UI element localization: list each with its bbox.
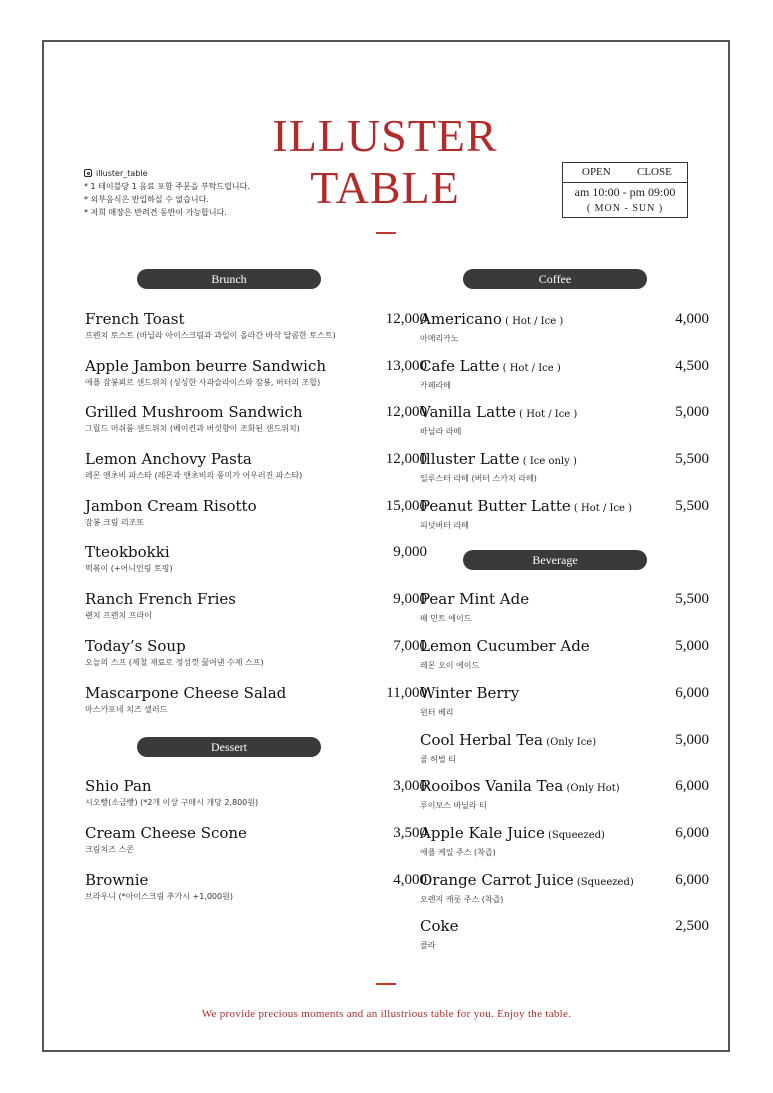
item-name: Tteokbokki [85, 543, 170, 561]
hours-days: ( MON - SUN ) [586, 203, 664, 214]
section-header-dessert: Dessert [137, 737, 321, 757]
item-korean: 브라우니 (*아이스크림 추가시 +1,000원) [85, 892, 233, 901]
item-name: French Toast [85, 310, 185, 328]
section-header-brunch: Brunch [137, 269, 321, 289]
item-korean: 그릴드 머쉬룸 샌드위치 (베이컨과 버섯향이 조화된 샌드위치) [85, 424, 300, 433]
item-name: Peanut Butter Latte [420, 497, 571, 515]
menu-item-dessert [85, 777, 427, 809]
instagram-icon [84, 169, 92, 177]
item-korean: 루이보스 바닐라 티 [420, 801, 487, 810]
item-korean: 콜라 [420, 941, 436, 950]
item-price: 9,000 [393, 591, 427, 607]
brand-title-line1: ILLUSTER [272, 110, 498, 161]
item-price: 6,000 [675, 778, 709, 794]
item-price: 12,000 [385, 404, 427, 420]
item-korean: 애플 케일 주스 (착즙) [420, 848, 496, 857]
note-line: * 외부음식은 반입하실 수 없습니다. [84, 195, 209, 204]
item-name: Cafe Latte [420, 357, 500, 375]
item-name: Rooibos Vanila Tea [420, 777, 564, 795]
item-name: Vanilla Latte [420, 403, 516, 421]
hours-divider [563, 182, 687, 183]
item-price: 6,000 [675, 685, 709, 701]
item-korean: 배 민트 에이드 [420, 614, 472, 623]
item-price: 3,000 [393, 778, 427, 794]
note-line: * 1 테이블당 1 음료 포함 주문을 부탁드립니다. [84, 182, 250, 191]
note-line: * 저희 매장은 반려견 동반이 가능합니다. [84, 208, 227, 217]
menu-item-coffee [420, 450, 709, 485]
item-name: Winter Berry [420, 684, 520, 702]
item-price: 7,000 [393, 638, 427, 654]
section-header-beverage: Beverage [463, 550, 647, 570]
item-option: ( Hot / Ice ) [499, 363, 561, 374]
menu-item-beverage [420, 777, 709, 812]
item-price: 4,000 [393, 872, 427, 888]
menu-item-beverage [420, 684, 709, 719]
item-name: Mascarpone Cheese Salad [85, 684, 287, 702]
instagram-handle: illuster_table [96, 169, 148, 178]
menu-item-brunch [85, 684, 427, 716]
item-price: 6,000 [675, 872, 709, 888]
menu-item-brunch [85, 497, 427, 529]
footer-tagline: We provide precious moments and an illustrious table for you. Enjoy the table. [201, 1008, 572, 1020]
menu-item-brunch [85, 590, 427, 622]
item-option: (Squeezed) [573, 877, 634, 888]
item-korean: 떡볶이 (+어니언링 토핑) [85, 564, 173, 573]
item-price: 13,000 [385, 358, 427, 374]
item-name: Lemon Anchovy Pasta [85, 450, 252, 468]
item-korean: 바닐라 라떼 [420, 427, 462, 436]
item-name: Apple Jambon beurre Sandwich [85, 357, 327, 375]
item-name: Pear Mint Ade [420, 590, 530, 608]
item-price: 9,000 [393, 544, 427, 560]
item-price: 15,000 [385, 498, 427, 514]
menu-item-beverage [420, 871, 709, 906]
item-option: (Squeezed) [544, 830, 605, 841]
menu-item-dessert [85, 871, 427, 903]
item-korean: 오렌지 캐롯 주스 (착즙) [420, 895, 504, 904]
brand-title-line2: TABLE [310, 162, 460, 213]
item-price: 6,000 [675, 825, 709, 841]
item-option: ( Hot / Ice ) [570, 503, 633, 514]
menu-item-dessert [85, 824, 427, 856]
open-label: OPEN [582, 166, 611, 178]
item-name: Americano [420, 310, 502, 328]
item-price: 12,000 [385, 451, 427, 467]
item-price: 5,000 [675, 404, 709, 420]
item-korean: 윈터 베리 [420, 708, 454, 717]
item-name: Today’s Soup [85, 637, 186, 655]
menu-item-beverage [420, 731, 709, 766]
item-korean: 카페라떼 [420, 381, 451, 390]
item-name: Ranch French Fries [85, 590, 236, 608]
footer-divider [376, 983, 396, 985]
menu-item-brunch [85, 543, 427, 575]
item-korean: 랜치 프렌치 프라이 [85, 611, 152, 620]
item-price: 5,500 [675, 498, 709, 514]
item-korean: 레몬 앤초비 파스타 (레몬과 앤초비의 풍미가 어우러진 파스타) [85, 471, 303, 480]
item-name: Shio Pan [85, 777, 152, 795]
item-option: ( Hot / Ice ) [516, 409, 578, 420]
item-korean: 프렌치 토스트 (바닐라 아이스크림과 과일이 올라간 바삭 달콤한 토스트) [85, 331, 336, 340]
item-name: Coke [420, 917, 459, 935]
item-price: 3,500 [393, 825, 427, 841]
menu-item-brunch [85, 357, 427, 389]
menu-item-coffee [420, 497, 709, 532]
item-price: 5,000 [675, 638, 709, 654]
title-divider [376, 232, 396, 234]
item-option: ( Hot / Ice ) [501, 316, 564, 327]
menu-item-coffee [420, 357, 709, 392]
menu-item-brunch [85, 403, 427, 435]
item-korean: 잠봉 크림 리조또 [85, 518, 145, 527]
item-korean: 애플 잠봉뵈르 샌드위치 (싱싱한 사과슬라이스와 잠봉, 버터의 조합) [85, 378, 321, 387]
menu-item-beverage [420, 824, 709, 859]
item-korean: 오늘의 스프 (제철 재료로 정성껏 끓여낸 수제 스프) [85, 658, 264, 667]
item-option: (Only Ice) [543, 737, 597, 748]
menu-item-coffee [420, 403, 709, 438]
item-name: Jambon Cream Risotto [85, 497, 257, 515]
item-option: ( Ice only ) [519, 456, 577, 467]
item-price: 12,000 [385, 311, 427, 327]
menu-item-coffee [420, 310, 709, 345]
opening-hours-box [562, 162, 688, 218]
item-name: Apple Kale Juice [420, 824, 545, 842]
item-price: 5,000 [675, 732, 709, 748]
item-name: Cool Herbal Tea [420, 731, 544, 749]
menu-item-brunch [85, 310, 427, 342]
menu-item-beverage [420, 917, 709, 952]
close-label: CLOSE [637, 166, 672, 178]
menu-item-beverage [420, 590, 709, 625]
item-korean: 레몬 오이 에이드 [420, 661, 480, 670]
item-name: Orange Carrot Juice [420, 871, 574, 889]
item-korean: 마스카포네 치즈 샐러드 [85, 705, 168, 714]
item-price: 2,500 [675, 918, 709, 934]
menu-item-brunch [85, 637, 427, 669]
item-price: 5,500 [675, 591, 709, 607]
item-price: 11,000 [386, 685, 427, 701]
item-price: 5,500 [675, 451, 709, 467]
item-korean: 피넛버터 라떼 [420, 521, 469, 530]
item-korean: 아메리카노 [420, 334, 459, 343]
item-price: 4,500 [675, 358, 709, 374]
item-name: Brownie [85, 871, 149, 889]
menu-item-beverage [420, 637, 709, 672]
house-notes [84, 167, 250, 219]
item-price: 4,000 [675, 311, 709, 327]
item-korean: 시오빵(소금빵) (*2개 이상 구매시 개당 2,800원) [85, 798, 259, 807]
item-korean: 크림치즈 스콘 [85, 845, 134, 854]
item-name: Grilled Mushroom Sandwich [85, 403, 303, 421]
menu-item-brunch [85, 450, 427, 482]
item-name: Lemon Cucumber Ade [420, 637, 590, 655]
item-korean: 쿨 허벌 티 [420, 755, 456, 764]
item-korean: 일루스터 라떼 (버터 스카치 라떼) [420, 474, 537, 483]
item-name: Cream Cheese Scone [85, 824, 247, 842]
hours-time: am 10:00 - pm 09:00 [574, 185, 676, 199]
item-option: (Only Hot) [563, 783, 620, 794]
item-name: Illuster Latte [420, 450, 520, 468]
section-header-coffee: Coffee [463, 269, 647, 289]
